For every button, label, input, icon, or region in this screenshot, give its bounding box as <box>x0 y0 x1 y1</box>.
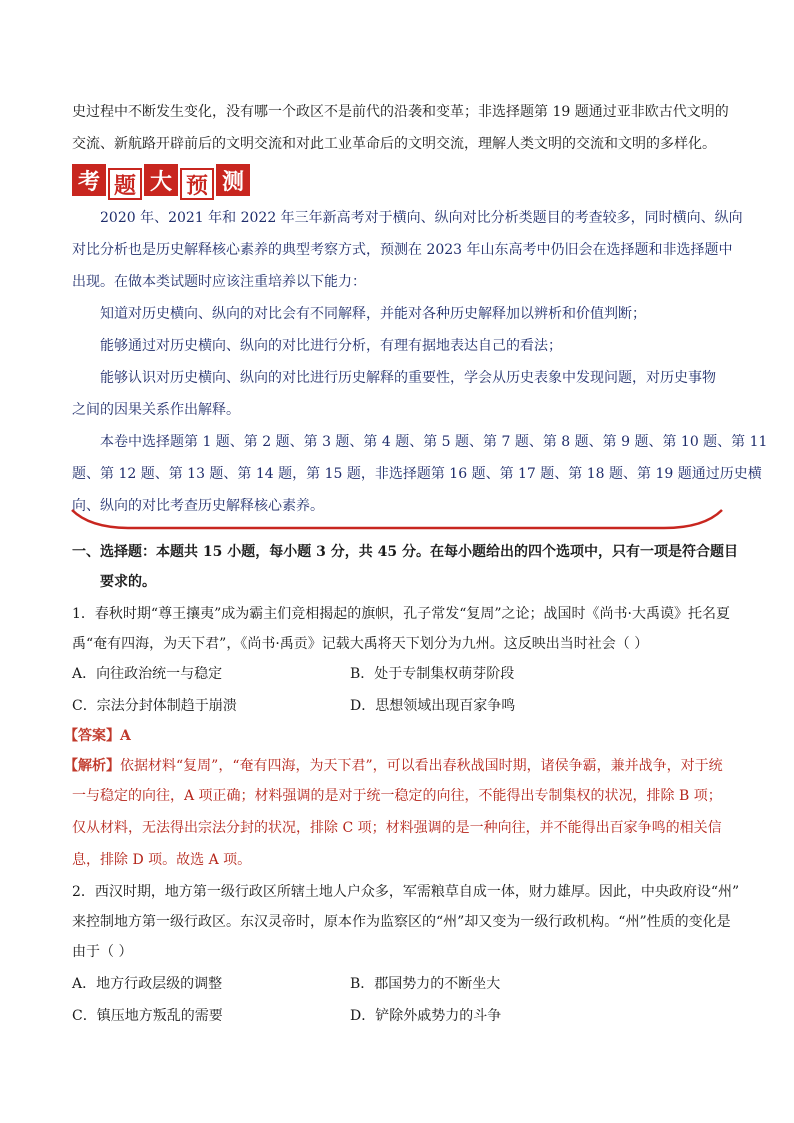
question-stem: 由于（ ） <box>72 944 133 960</box>
option-d: D．思想领域出现百家争鸣 <box>350 698 516 714</box>
answer-value: A <box>120 728 131 744</box>
analysis-text: 息，排除 D 项。故选 A 项。 <box>72 852 252 868</box>
prediction-text: 能够认识对历史横向、纵向的对比进行历史解释的重要性，学会从历史表象中发现问题，对历史事物 <box>100 370 716 386</box>
section-divider <box>70 508 724 534</box>
banner-char: 预 <box>180 168 214 200</box>
intro-line: 史过程中不断发生变化，没有哪一个政区不是前代的沿袭和变革；非选择题第 19 题通过亚非欧古代文明的 <box>72 104 729 120</box>
banner-prediction <box>72 164 252 198</box>
analysis-text: 仅从材料，无法得出宗法分封的状况，排除 C 项；材料强调的是一种向往，并不能得出百家争鸣的相关信 <box>72 820 722 836</box>
prediction-text: 之间的因果关系作出解释。 <box>72 402 240 418</box>
prediction-text: 2020 年、2021 年和 2022 年三年新高考对于横向、纵向对比分析类题目的考查较多，同时横向、纵向 <box>100 210 743 226</box>
prediction-text: 出现。在做本类试题时应该注重培养以下能力： <box>72 274 366 290</box>
prediction-text: 题、第 12 题、第 13 题、第 14 题，第 15 题，非选择题第 16 题、第 17 题、第 18 题、第 19 题通过历史横 <box>72 466 762 482</box>
question-stem: 1．春秋时期“尊王攘夷”成为霸主们竞相揭起的旗帜，孔子常发“复周”之论；战国时《尚书·大禹谟》托名夏 <box>72 606 730 622</box>
option-b: B．处于专制集权萌芽阶段 <box>350 666 515 682</box>
prediction-text: 向、纵向的对比考查历史解释核心素养。 <box>72 498 324 514</box>
option-a: A．地方行政层级的调整 <box>72 976 223 992</box>
section-heading: 一、选择题：本题共 15 小题，每小题 3 分，共 45 分。在每小题给出的四个选项中，只有一项是符合题目 <box>72 544 738 560</box>
prediction-text: 本卷中选择题第 1 题、第 2 题、第 3 题、第 4 题、第 5 题、第 7 题、第 8 题、第 9 题、第 10 题、第 11 <box>100 434 768 450</box>
question-stem: 2．西汉时期，地方第一级行政区所辖土地人户众多，军需粮草自成一体，财力雄厚。因此，中央政府设“州” <box>72 884 740 900</box>
option-c: C．宗法分封体制趋于崩溃 <box>72 698 237 714</box>
option-b: B．郡国势力的不断坐大 <box>350 976 501 992</box>
analysis-label: 【解析】 <box>64 758 120 774</box>
answer-label: 【答案】 <box>64 728 120 744</box>
banner-char: 测 <box>216 164 250 196</box>
option-c: C．镇压地方叛乱的需要 <box>72 1008 223 1024</box>
analysis-line <box>64 756 723 776</box>
prediction-text: 知道对历史横向、纵向的对比会有不同解释，并能对各种历史解释加以辨析和价值判断； <box>100 306 646 322</box>
question-stem: 禹“奄有四海，为天下君”，《尚书·禹贡》记载大禹将天下划分为九州。这反映出当时社会（ ） <box>72 636 649 652</box>
prediction-text: 能够通过对历史横向、纵向的对比进行分析，有理有据地表达自己的看法； <box>100 338 562 354</box>
intro-line: 交流、新航路开辟前后的文明交流和对此工业革命后的文明交流，理解人类文明的交流和文明的多样化。 <box>72 136 716 152</box>
analysis-text: 依据材料“复周”，“奄有四海，为天下君”，可以看出春秋战国时期，诸侯争霸，兼并战争，对于统 <box>120 758 723 774</box>
banner-char: 考 <box>72 164 106 196</box>
section-heading: 要求的。 <box>100 574 156 590</box>
option-a: A．向往政治统一与稳定 <box>72 666 223 682</box>
prediction-text: 对比分析也是历史解释核心素养的典型考察方式，预测在 2023 年山东高考中仍旧会在选择题和非选择题中 <box>72 242 733 258</box>
question-stem: 来控制地方第一级行政区。东汉灵帝时，原本作为监察区的“州”却又变为一级行政机构。“州”性质的变化是 <box>72 914 731 930</box>
answer-line <box>64 726 131 746</box>
option-d: D．铲除外戚势力的斗争 <box>350 1008 502 1024</box>
banner-char: 大 <box>144 164 178 196</box>
analysis-text: 一与稳定的向往，A 项正确；材料强调的是对于统一稳定的向往，不能得出专制集权的状况，排除 B 项； <box>72 788 722 804</box>
banner-char: 题 <box>108 168 142 200</box>
